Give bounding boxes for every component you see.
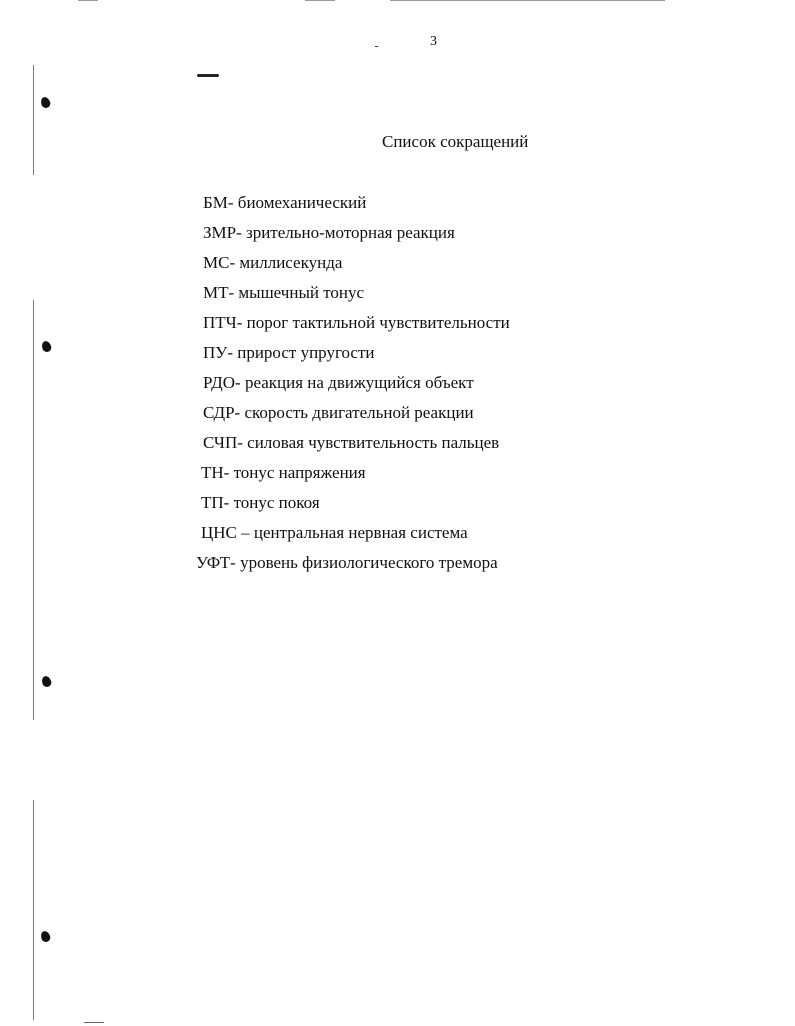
abbreviation-item: БМ- биомеханический xyxy=(203,193,367,212)
scan-dot xyxy=(375,46,378,47)
abbreviation-item: МС- миллисекунда xyxy=(203,253,343,272)
abbreviation-item: ЦНС – центральная нервная система xyxy=(201,523,468,542)
abbreviation-item: ЗМР- зрительно-моторная реакция xyxy=(203,223,455,242)
abbreviation-item: МТ- мышечный тонус xyxy=(203,283,365,302)
ink-dash-mark xyxy=(197,74,219,77)
abbreviation-item: СЧП- силовая чувствительность пальцев xyxy=(203,433,500,452)
scan-edge-line xyxy=(305,0,335,1)
section-title: Список сокращений xyxy=(382,132,529,151)
page-number: 3 xyxy=(430,34,437,49)
abbreviation-item: ТП- тонус покоя xyxy=(201,493,320,512)
abbreviation-item: ТН- тонус напряжения xyxy=(201,463,366,482)
scan-margin-line xyxy=(33,65,34,175)
scan-edge-line xyxy=(390,0,665,1)
scan-margin-line xyxy=(33,300,34,720)
punch-hole-mark xyxy=(39,930,51,943)
abbreviation-item: РДО- реакция на движущийся объект xyxy=(203,373,474,392)
abbreviation-item: ПУ- прирост упругости xyxy=(203,343,375,362)
punch-hole-mark xyxy=(40,340,52,353)
scan-edge-line xyxy=(78,0,98,1)
punch-hole-mark xyxy=(40,675,52,688)
scan-margin-line xyxy=(33,800,34,1020)
abbreviation-item: СДР- скорость двигательной реакции xyxy=(203,403,474,422)
abbreviation-item: ПТЧ- порог тактильной чувствительности xyxy=(203,313,510,332)
abbreviation-item: УФТ- уровень физиологического тремора xyxy=(196,553,498,572)
punch-hole-mark xyxy=(39,96,51,109)
scan-edge-line xyxy=(84,1022,104,1023)
